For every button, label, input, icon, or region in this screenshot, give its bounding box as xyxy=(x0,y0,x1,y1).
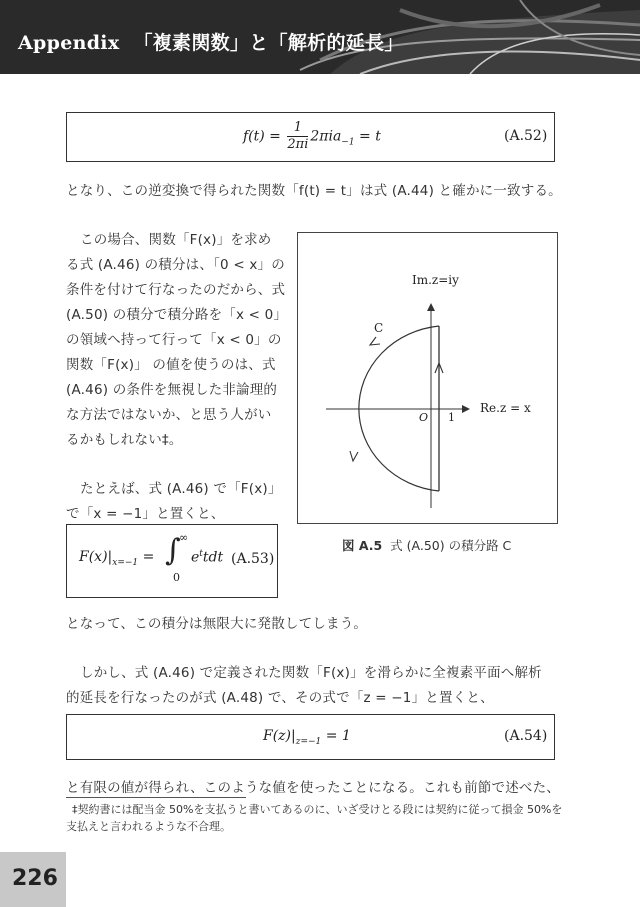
equation-number: (A.53) xyxy=(231,551,275,567)
paragraph-3-line-2: で「x = −1」と置くと、 xyxy=(66,506,225,522)
one-label: 1 xyxy=(448,411,455,424)
text-line: (A.46) の条件を無視した非論理的 xyxy=(66,382,278,398)
equation-a54-box xyxy=(66,714,555,760)
text-line: (A.50) の積分で積分路を「x < 0」 xyxy=(66,307,288,323)
paragraph-1: となり、この逆変換で得られた関数「f(t) = t」は式 (A.44) と確かに一致する。 xyxy=(66,183,562,199)
equation-a52-box xyxy=(66,112,555,162)
footnote-line-1: ‡契約書には配当金 50%を支払うと書いてあるのに、いざ受けとる段には契約に従って損金 50%を xyxy=(72,803,563,816)
footnote-line-2: 支払えと言われるような不合理。 xyxy=(66,820,231,833)
footnote-rule xyxy=(66,797,246,798)
page-number: 226 xyxy=(12,866,58,891)
paragraph-5-line-2: 的延長を行なったのが式 (A.48) で、その式で「z = −1」と置くと、 xyxy=(66,690,494,706)
text-line: 条件を付けて行なったのだから、式 xyxy=(66,282,286,298)
paragraph-4: となって、この積分は無限大に発散してしまう。 xyxy=(66,616,368,632)
equation-a54: $F(z)|_{z=-1} = 1$ xyxy=(263,728,351,747)
text-line: の領域へ持って行って「x < 0」の xyxy=(66,332,282,348)
text-line: この場合、関数「F(x)」を求め xyxy=(80,232,272,248)
equation-a53: $F(x)|_{x=-1}$ = xyxy=(79,549,155,568)
equation-a52: f(t) = $\frac{1}{2\pi i}$ 2πia$_{-1}$ = t xyxy=(243,120,381,152)
imaginary-axis-label: Im.z=iy xyxy=(412,273,459,287)
real-axis-label: Re.z = x xyxy=(480,401,531,415)
figure-caption: 図 A.5 式 (A.50) の積分路 C xyxy=(342,538,512,553)
paragraph-5-line-1: しかし、式 (A.46) で定義された関数「F(x)」を滑らかに全複素平面へ解析 xyxy=(80,665,542,681)
equation-a53-box xyxy=(66,524,278,598)
frac-denominator: 2πi xyxy=(287,137,309,152)
appendix-label: Appendix xyxy=(18,32,120,54)
origin-label: O xyxy=(419,411,429,424)
equation-number: (A.52) xyxy=(504,128,548,144)
figure-contour xyxy=(297,232,558,524)
contour-label: C xyxy=(374,321,384,335)
text-line: る式 (A.46) の積分は、「0 < x」の xyxy=(66,257,285,273)
integral-lower: 0 xyxy=(173,571,180,584)
text-line: な方法ではないか、と思う人がい xyxy=(66,407,272,423)
integral-sign: ∫ xyxy=(165,533,181,568)
text-line: るかもしれない‡。 xyxy=(66,432,183,448)
chapter-title: 「複素関数」と「解析的延長」 xyxy=(133,32,404,54)
integrand: $e^ttdt$ xyxy=(191,549,224,566)
integral-upper: ∞ xyxy=(179,531,189,544)
header-title xyxy=(18,28,404,55)
frac-numerator: 1 xyxy=(287,120,308,137)
page-header xyxy=(0,0,640,74)
paragraph-6: と有限の値が得られ、このような値を使ったことになる。これも前節で述べた、 xyxy=(66,780,561,796)
paragraph-3-line-1: たとえば、式 (A.46) で「F(x)」 xyxy=(80,481,282,497)
text-line: 関数「F(x)」 の値を使うのは、式 xyxy=(66,357,276,373)
equation-number: (A.54) xyxy=(504,728,548,744)
